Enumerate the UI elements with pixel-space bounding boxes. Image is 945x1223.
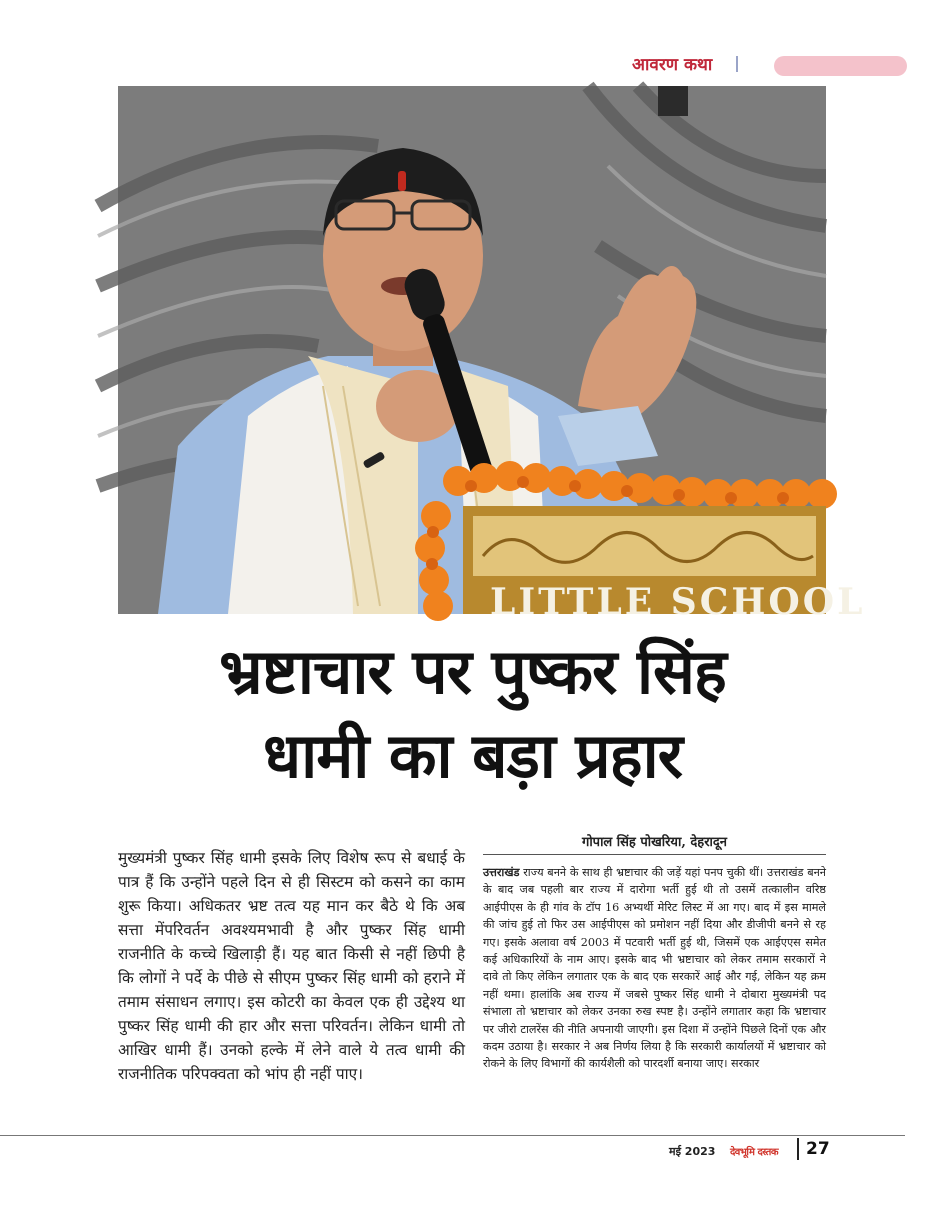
cover-photo [118, 86, 866, 623]
footer-brand-logo: देवभूमि दस्तक [730, 1147, 779, 1158]
footer-separator [797, 1138, 799, 1160]
speaker-illustration [118, 86, 866, 623]
headline-line-1: भ्रष्टाचार पर पुष्कर सिंह [219, 635, 726, 708]
footer-date: मई 2023 [669, 1145, 716, 1158]
page-number: 27 [806, 1139, 830, 1159]
section-label: आवरण कथा [632, 55, 713, 75]
byline-rule [483, 854, 826, 855]
article-body [483, 864, 826, 1073]
intro-paragraph: मुख्यमंत्री पुष्कर सिंह धामी इसके लिए विशेष रूप से बधाई के पात्र हैं कि उन्होंने पहले दिन से ही सिस्टम को कसने का काम शुरू किया। अधिकतर भ्रष्ट तत्व यह मान कर बैठे थे कि अब सत्ता मेंपरिवर्तन अवश्यमभावी है और पुष्कर सिंह धामी राजनीति के कच्चे खिलाड़ी हैं। यह बात किसी से नहीं छिपी है कि लोगों ने पर्दे के पीछे से सीएम पुष्कर सिंह धामी को हराने में तमाम संसाधन लगाए। इस कोटरी का केवल एक ही उद्देश्य था पुष्कर सिंह धामी की हार और सत्ता परिवर्तन। लेकिन धामी तो आखिर धामी हैं। उनको हल्के में लेने वाले ये तत्व धामी की राजनीतिक परिपक्वता को भांप ही नहीं पाए। [118, 849, 465, 1083]
headline-line-2: धामी का बड़ा प्रहार [263, 719, 682, 792]
article-lead-word: उत्तराखंड [483, 865, 520, 879]
section-separator [736, 56, 738, 72]
footer-rule [0, 1135, 905, 1136]
podium-banner-text: LITTLE SCHOOL [490, 581, 866, 623]
byline: गोपाल सिंह पोखरिया, देहरादून [582, 835, 727, 850]
headline [0, 630, 945, 798]
article-body-text: राज्य बनने के साथ ही भ्रष्टाचार की जड़ें यहां पनप चुकी थीं। उत्तराखंड बनने के बाद जब पहली बार राज्य में दारोगा भर्ती हुई थी तो उसमें तत्कालीन वरिष्ठ आईपीएस के ही गांव के टॉप 16 अभ्यर्थी मेरिट लिस्ट में आ गए। बाद में इस मामले की जांच हुई तो फिर उस आईपीएस को प्रमोशन नहीं दिया और डीजीपी बनने से रह गए। इसके अलावा वर्ष 2003 में पटवारी भर्ती हुई थी, जिसमें एक आईएएस समेत कई अधिकारियों के नाम आए। इसके बाद भी भ्रष्टाचार को लेकर तमाम सरकारों ने दावे तो किए लेकिन लगातार एक के बाद एक सरकारें आई और गई, लेकिन यह क्रम नहीं थमा। हालांकि अब राज्य में जबसे पुष्कर सिंह धामी ने दोबारा मुख्यमंत्री पद संभाला तो भ्रष्टाचार को लेकर उनका रुख स्पष्ट है। उन्होंने लगातार कहा कि भ्रष्टाचार पर जीरो टालरेंस की नीति अपनायी जाएगी। इस दिशा में उन्होंने पिछले दिनों एक और कदम उठाया है। सरकार ने अब निर्णय लिया है कि सरकारी कार्यालयों में भ्रष्टाचार को रोकने के लिए विभागों की कार्यशैली को पारदर्शी बनाया जाए। सरकार [483, 866, 826, 1071]
section-pill-decoration [774, 56, 907, 76]
